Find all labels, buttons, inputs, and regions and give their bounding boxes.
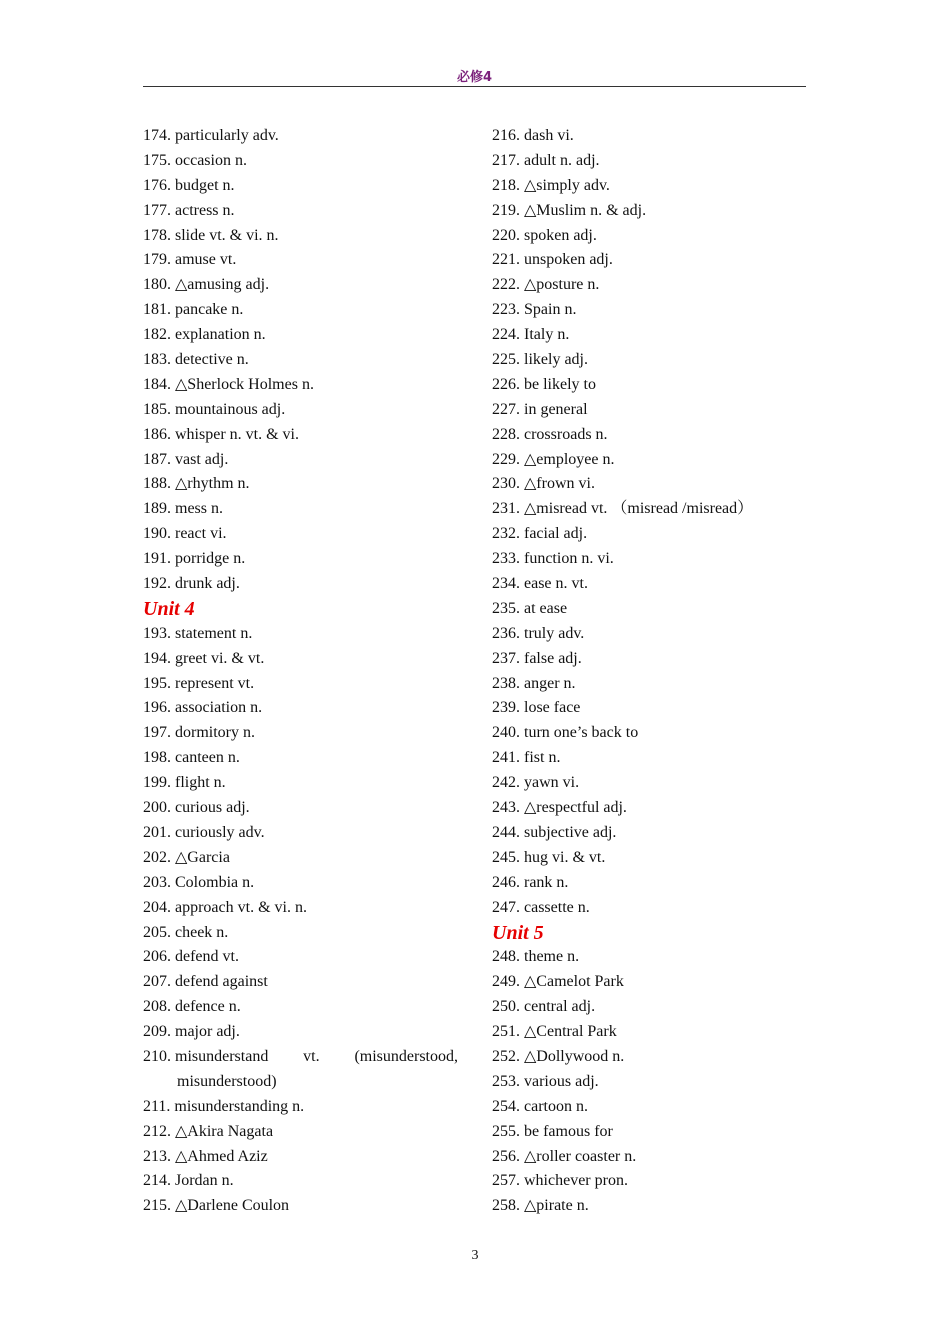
vocab-item: 197. dormitory n.: [143, 724, 255, 742]
vocab-item: 239. lose face: [492, 699, 581, 717]
vocab-item: 246. rank n.: [492, 873, 569, 891]
vocab-item: 249. △Camelot Park: [492, 973, 624, 991]
vocab-item: 228. crossroads n.: [492, 425, 608, 443]
vocab-item: 183. detective n.: [143, 351, 249, 369]
vocab-210-pos: vt.: [303, 1047, 320, 1065]
vocab-item: 187. vast adj.: [143, 450, 229, 468]
vocab-item: 242. yawn vi.: [492, 774, 580, 792]
vocab-item: 257. whichever pron.: [492, 1172, 628, 1190]
vocab-item: 244. subjective adj.: [492, 823, 617, 841]
vocab-item: 241. fist n.: [492, 749, 561, 767]
vocab-item: 196. association n.: [143, 699, 263, 717]
vocab-item: 243. △respectful adj.: [492, 799, 627, 817]
header-title: 必修4: [456, 70, 493, 85]
vocab-item: 237. false adj.: [492, 649, 582, 667]
vocab-item: 254. cartoon n.: [492, 1097, 588, 1115]
vocab-item: 250. central adj.: [492, 998, 596, 1016]
vocab-item: 235. at ease: [492, 599, 568, 617]
vocab-item: 222. △posture n.: [492, 276, 600, 294]
vocab-item: 194. greet vi. & vt.: [143, 649, 265, 667]
vocab-item: 227. in general: [492, 400, 588, 418]
vocab-item: 211. misunderstanding n.: [143, 1097, 305, 1115]
vocab-item: 189. mess n.: [143, 500, 223, 518]
vocab-item: 191. porridge n.: [143, 550, 246, 568]
vocab-item: 214. Jordan n.: [143, 1172, 234, 1190]
vocab-item: 232. facial adj.: [492, 525, 588, 543]
vocab-item: 204. approach vt. & vi. n.: [143, 898, 307, 916]
vocab-item: 185. mountainous adj.: [143, 400, 286, 418]
vocab-item: 178. slide vt. & vi. n.: [143, 226, 279, 244]
vocab-item: 233. function n. vi.: [492, 550, 614, 568]
vocab-item: 255. be famous for: [492, 1122, 613, 1140]
vocab-item: 231. △misread vt. （misread /misread）: [492, 500, 754, 518]
vocab-item: 195. represent vt.: [143, 674, 255, 692]
vocab-item: 251. △Central Park: [492, 1023, 617, 1041]
vocab-item: 226. be likely to: [492, 375, 596, 393]
vocab-item: 179. amuse vt.: [143, 251, 237, 269]
vocab-item: 236. truly adv.: [492, 624, 585, 642]
vocab-item: 193. statement n.: [143, 624, 253, 642]
vocab-item: 245. hug vi. & vt.: [492, 848, 606, 866]
page-header: [143, 66, 806, 87]
vocab-item: 216. dash vi.: [492, 127, 574, 144]
vocab-item: 240. turn one’s back to: [492, 724, 639, 742]
vocab-item: 224. Italy n.: [492, 326, 570, 344]
vocab-210-word: 210. misunderstand: [143, 1047, 269, 1065]
vocab-item: 190. react vi.: [143, 525, 227, 543]
vocab-item: 176. budget n.: [143, 176, 235, 194]
vocab-item: 219. △Muslim n. & adj.: [492, 201, 647, 219]
vocab-item: 248. theme n.: [492, 948, 580, 966]
vocab-item: 221. unspoken adj.: [492, 251, 613, 269]
vocab-item: 203. Colombia n.: [143, 873, 255, 891]
vocab-item: 186. whisper n. vt. & vi.: [143, 425, 299, 443]
page-number: 3: [471, 1248, 479, 1263]
vocab-item: 209. major adj.: [143, 1023, 240, 1041]
vocab-item: 175. occasion n.: [143, 151, 247, 169]
vocab-210-forms: (misunderstood,: [354, 1047, 458, 1065]
vocab-item: 217. adult n. adj.: [492, 151, 600, 169]
vocab-item: 198. canteen n.: [143, 749, 240, 767]
vocab-item: 223. Spain n.: [492, 301, 577, 319]
vocab-210-forms-cont: misunderstood): [177, 1072, 277, 1090]
unit-4-heading: Unit 4: [143, 597, 195, 620]
vocab-item: 182. explanation n.: [143, 326, 266, 344]
vocab-item: 208. defence n.: [143, 998, 241, 1016]
vocab-item: 218. △simply adv.: [492, 176, 610, 194]
vocab-item: 205. cheek n.: [143, 923, 229, 941]
vocab-item: 230. △frown vi.: [492, 475, 595, 493]
vocab-item: 213. △Ahmed Aziz: [143, 1147, 268, 1165]
unit-5-heading: Unit 5: [492, 921, 544, 944]
vocab-item: 207. defend against: [143, 973, 268, 991]
vocab-item: 202. △Garcia: [143, 848, 230, 866]
vocab-item: 180. △amusing adj.: [143, 276, 270, 294]
vocab-item: 200. curious adj.: [143, 799, 250, 817]
vocab-item: 174. particularly adv.: [143, 127, 279, 144]
vocab-item: 220. spoken adj.: [492, 226, 597, 244]
vocab-item: 229. △employee n.: [492, 450, 615, 468]
vocab-item: 258. △pirate n.: [492, 1197, 589, 1215]
vocab-item: 212. △Akira Nagata: [143, 1122, 274, 1140]
left-column: [143, 124, 459, 1219]
vocab-item: 199. flight n.: [143, 774, 226, 792]
vocab-item: 206. defend vt.: [143, 948, 239, 966]
vocab-item: 181. pancake n.: [143, 301, 244, 319]
vocab-item: 253. various adj.: [492, 1072, 599, 1090]
vocab-item: 234. ease n. vt.: [492, 575, 588, 593]
vocab-item: 256. △roller coaster n.: [492, 1147, 637, 1165]
vocab-item: 192. drunk adj.: [143, 575, 240, 593]
right-column: [492, 124, 812, 1219]
vocab-item: 225. likely adj.: [492, 351, 588, 369]
vocab-item: 238. anger n.: [492, 674, 576, 692]
vocab-item-210: [143, 1045, 459, 1095]
vocab-item: 215. △Darlene Coulon: [143, 1197, 290, 1215]
vocab-item: 247. cassette n.: [492, 898, 590, 916]
vocab-item: 201. curiously adv.: [143, 823, 265, 841]
vocab-item: 177. actress n.: [143, 201, 235, 219]
vocab-item: 184. △Sherlock Holmes n.: [143, 375, 314, 393]
vocab-item: 252. △Dollywood n.: [492, 1047, 625, 1065]
vocab-item: 188. △rhythm n.: [143, 475, 250, 493]
